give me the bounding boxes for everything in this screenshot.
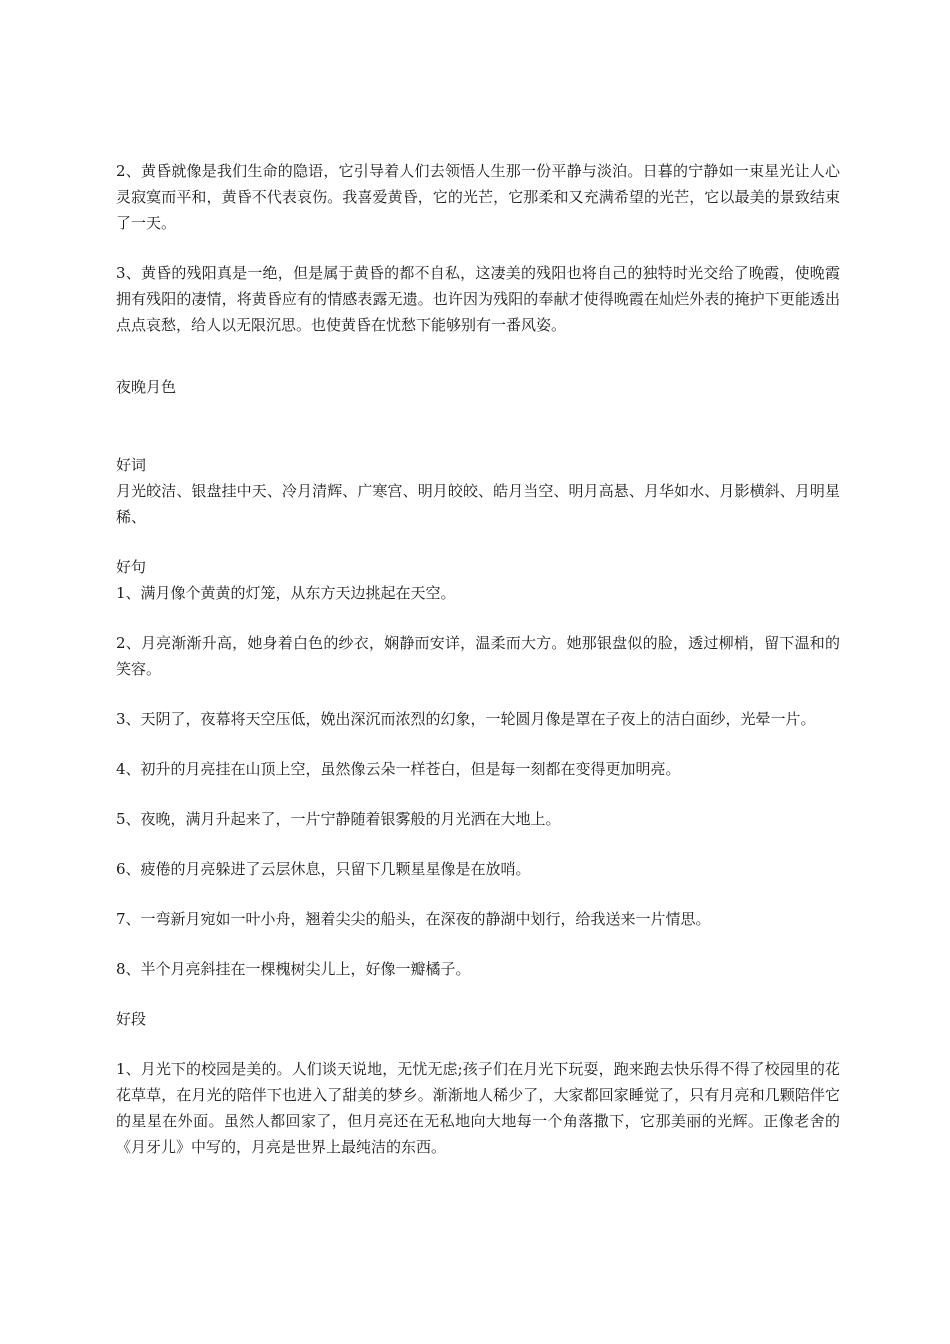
section-title-night-moon: 夜晚月色: [116, 378, 177, 396]
dusk-paragraph-2: 2、黄昏就像是我们生命的隐语，它引导着人们去领悟人生那一份平静与淡泊。日暮的宁静如一束星光让人心灵寂寞而平和，黄昏不代表哀伤。我喜爱黄昏，它的光芒，它那柔和又充满希望的光芒，它以最美的景致结束了一天。: [116, 162, 840, 232]
sentence-item: 8、半个月亮斜挂在一棵槐树尖儿上，好像一瓣橘子。: [116, 960, 471, 978]
sentence-item: 6、疲倦的月亮躲进了云层休息，只留下几颗星星像是在放哨。: [116, 860, 531, 878]
sentence-item: 4、初升的月亮挂在山顶上空，虽然像云朵一样苍白，但是每一刻都在变得更加明亮。: [116, 760, 681, 778]
good-sentences-label: 好句: [116, 558, 147, 576]
good-paragraphs-label: 好段: [116, 1010, 147, 1028]
dusk-paragraph-3: 3、黄昏的残阳真是一绝，但是属于黄昏的都不自私，这凄美的残阳也将自己的独特时光交给了晚霞，使晚霞拥有残阳的凄情，将黄昏应有的情感表露无遗。也许因为残阳的奉献才使得晚霞在灿烂外表的掩护下更能透出点点哀愁，给人以无限沉思。也使黄昏在忧愁下能够别有一番风姿。: [116, 264, 840, 334]
good-words-list: 月光皎洁、银盘挂中天、冷月清辉、广寒宫、明月皎皎、皓月当空、明月高悬、月华如水、月影横斜、月明星稀、: [116, 482, 840, 526]
sentence-item: 3、天阴了，夜幕将天空压低，娩出深沉而浓烈的幻象，一轮圆月像是罩在子夜上的洁白面纱，光晕一片。: [116, 710, 816, 728]
paragraph-item: 1、月光下的校园是美的。人们谈天说地，无忧无虑;孩子们在月光下玩耍，跑来跑去快乐得不得了校园里的花花草草，在月光的陪伴下也进入了甜美的梦乡。渐渐地人稀少了，大家都回家睡觉了，只有月亮和几颗陪伴它的星星在外面。虽然人都回家了，但月亮还在无私地向大地每一个角落撒下，它那美丽的光辉。正像老舍的《月牙儿》中写的，月亮是世界上最纯洁的东西。: [116, 1060, 840, 1156]
sentence-item: 7、一弯新月宛如一叶小舟，翘着尖尖的船头，在深夜的静湖中划行，给我送来一片情思。: [116, 910, 711, 928]
document-page: [116, 158, 840, 1184]
good-words-label: 好词: [116, 456, 147, 474]
sentence-item: 5、夜晚，满月升起来了，一片宁静随着银雾般的月光洒在大地上。: [116, 810, 561, 828]
sentence-item: 1、满月像个黄黄的灯笼，从东方天边挑起在天空。: [116, 584, 456, 602]
sentence-item: 2、月亮渐渐升高，她身着白色的纱衣，娴静而安详，温柔而大方。她那银盘似的脸，透过柳梢，留下温和的笑容。: [116, 634, 840, 678]
